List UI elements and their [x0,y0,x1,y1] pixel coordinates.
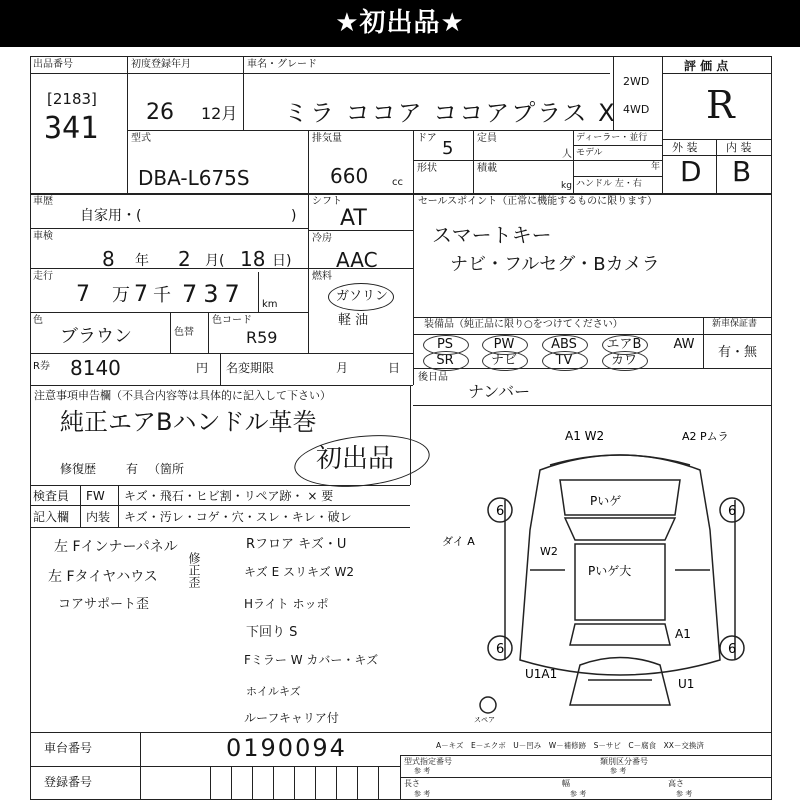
equipment-item: ナビ [490,353,517,368]
model-code-value: DBA-L675S [138,166,250,190]
lot-number-label: 出品番号 [33,59,73,70]
shift-value: AT [340,206,367,231]
name-change-day: 日 [388,361,401,375]
inspector-note-right-4: 下回り S [246,625,298,640]
rear-item-value: ナンバー [468,382,531,401]
color-swap-label: 色替 [174,327,194,338]
tire-fr-label: 6 [728,504,737,519]
shape-label: 形状 [417,163,437,174]
repair-location: （箇所 [148,462,185,476]
front-bumper [550,455,690,465]
shift-label: シフト [312,196,342,207]
usage-close: ) [291,208,297,224]
color-label: 色 [33,315,43,326]
sales-point-2-value: ナビ・フルセグ・Bカメラ [450,254,660,275]
repair-label: 修復歴 [60,462,97,476]
model-year-label: モデル [576,148,603,158]
equipment-circle [482,351,528,371]
usage-options: 自家用・( [80,208,142,224]
inspection-year-unit: 年 [135,253,149,269]
2wd-label: 2WD [623,75,650,88]
lot-number-value: 341 [44,111,99,146]
model-code-label: 型式 [131,133,151,144]
equipment-item: ABS [551,337,577,352]
diagram-front-right-label: A2 Pムラ [682,430,729,443]
rating-label: 評 価 点 [684,59,729,73]
reg-grid-divider [357,766,358,800]
color-code-label: 色コード [212,315,252,326]
reg-grid-divider [210,766,211,800]
equipment-item: カワ [610,353,637,368]
reg-grid-divider [378,766,379,800]
cooling-value: AAC [336,248,378,272]
chassis-number-label: 車台番号 [44,741,93,755]
inspector-note-right-1: Rフロア キズ・U [246,537,347,552]
year-unit: 年 [651,162,661,172]
doors-value: 5 [442,138,454,159]
load-label: 積載 [477,163,497,174]
width-label: 幅 [562,779,570,788]
doors-label: ドア [417,133,437,144]
car-name-label: 車名・グレード [247,59,317,70]
mileage-rest-value: 737 [182,280,246,308]
first-listing-value: 初出品 [316,444,395,474]
chassis-number-value: 0190094 [226,734,347,762]
registration-year-value: 26 [146,100,174,125]
equipment-item: SR [436,353,454,368]
km-unit: km [262,299,278,310]
entry-label: 記入欄 [33,510,70,524]
name-change-month: 月 [336,361,349,375]
mileage-sen-value: 7 [134,282,148,307]
diagram-roof-label: Pいゲ大 [588,564,632,578]
roof-outline [575,544,665,620]
inspector-note-left-2: 左 Fタイヤハウス [48,569,158,585]
exterior-grade-value: D [680,155,702,188]
warranty-options: 有・無 [718,345,758,360]
spare-label: スペア [474,716,495,724]
fuel-diesel: 軽 油 [338,313,369,328]
diagram-mid-label: W2 [540,545,558,558]
gasoline-circle [328,283,394,311]
damage-legend: A－キズ E－エクボ U－凹み W－補修跡 S－サビ C－腐食 XX－交換済 [436,741,704,750]
reg-grid-divider [273,766,274,800]
dealer-label: ディーラー・並行 [576,133,648,143]
repair-yes: 有 [126,462,139,476]
diagram-rear-right-label: A1 [675,627,691,641]
tire-fl-label: 6 [496,504,505,519]
inspector-label: 検査員 [33,489,70,503]
history-label: 車歴 [33,196,53,207]
first-registration-label: 初度登録年月 [131,59,191,70]
reference-label-2: 参 考 [610,767,627,775]
reference-label-3: 参 考 [414,790,431,798]
spare-tire [480,697,496,713]
equipment-circle [423,351,469,371]
exterior-label: 外 装 [672,141,698,154]
notes-title: 注意事項申告欄（不具合内容等は具体的に記入して下さい） [34,389,331,402]
interior-items: キズ・汚レ・コゲ・穴・スレ・キレ・破レ [124,510,352,524]
cc-unit: cc [392,177,403,188]
inspector-note-right-2: キズ E スリキズ W2 [244,565,355,579]
equipment-item: AW [673,337,695,352]
reference-label-4: 参 考 [570,790,587,798]
new-car-warranty-label: 新車保証書 [712,319,758,329]
yen-unit: 円 [196,361,209,375]
reg-grid-divider [252,766,253,800]
registration-number-label: 登録番号 [44,775,93,789]
inspection-month-unit: 月( [205,253,225,269]
inspector-note-right-5: Fミラー W カバー・キズ [244,653,379,667]
recycle-value: 8140 [70,356,121,380]
height-label: 高さ [668,779,684,788]
inspector-note-right-6: ホイルキズ [246,685,301,698]
windshield-outline [565,518,675,540]
fw-label: FW [86,489,105,503]
diagram-rear-low-label: U1 [678,677,695,691]
inspection-month-value: 2 [178,247,191,271]
notes-value: 純正エアBハンドル革巻 [60,408,317,436]
car-damage-diagram [442,420,770,740]
color-value: ブラウン [60,326,132,347]
mileage-label: 走行 [33,271,53,282]
cooling-label: 冷房 [312,233,332,244]
sales-point-label: セールスポイント（正常に機能するものに限ります） [418,196,658,207]
mileage-man-unit: 万 [112,285,130,306]
4wd-label: 4WD [623,103,650,116]
reg-grid-divider [294,766,295,800]
name-change-label: 名変期限 [226,361,275,375]
rating-value: R [706,83,735,127]
equipment-circle [602,351,648,371]
tire-rl-label: 6 [496,642,505,657]
diagram-rear-left-label: U1A1 [525,667,558,681]
interior-row-label: 内装 [86,510,111,524]
fuel-label: 燃料 [312,271,332,282]
inspector-note-left-1: 左 Fインナーパネル [54,539,178,555]
inspection-label: 車検 [33,231,53,242]
displacement-value: 660 [330,164,369,188]
fw-items: キズ・飛石・ヒビ割・リペア跡・ × 要 [124,489,334,503]
tire-rr-label: 6 [728,642,737,657]
sales-point-1-value: スマートキー [432,223,552,247]
interior-grade-value: B [732,155,752,188]
equipment-circle [542,351,588,371]
displacement-label: 排気量 [312,133,342,144]
category-label: 類別区分番号 [600,757,648,766]
reg-grid-divider [315,766,316,800]
reference-label-1: 参 考 [414,767,431,775]
inspection-year-value: 8 [102,247,115,271]
inspection-day-unit: 日) [272,253,292,269]
lot-bracket-value: [2183] [47,90,97,108]
inspection-day-value: 18 [240,247,266,271]
mileage-man-value: 7 [76,282,90,307]
length-label: 長さ [404,779,420,788]
registration-month-value: 12月 [201,104,238,123]
rear-window-outline [570,624,670,645]
mileage-sen-unit: 千 [153,285,171,306]
inspector-note-left-3: コアサポート歪 [58,597,150,612]
diagram-side-label: ダイ A [442,535,475,548]
interior-label: 内 装 [726,141,752,154]
reg-grid-divider [231,766,232,800]
car-name-value: ミラ ココア ココアプラス X [284,99,617,127]
diagram-hood-label: Pいゲ [590,494,622,508]
capacity-label: 定員 [477,133,497,144]
equipment-item: PS [436,337,454,352]
reference-label-5: 参 考 [676,790,693,798]
inspector-note-right-3: Hライト ホッポ [244,597,329,611]
person-unit: 人 [562,149,572,160]
equipment-item: エアB [606,337,642,352]
inspector-note-left-side: 修正歪 [187,552,201,588]
fuel-gasoline: ガソリン [336,289,389,304]
rear-view-outline [570,658,670,706]
handle-label: ハンドル 左・右 [576,179,642,189]
equipment-item: TV [555,353,573,368]
equipment-item: PW [493,337,515,352]
reg-grid-divider [336,766,337,800]
color-code-value: R59 [246,328,278,347]
first-listing-banner: ★初出品★ [0,0,800,47]
recycle-label: R券 [33,361,50,372]
diagram-front-label: A1 W2 [565,429,605,443]
kg-unit: kg [561,181,572,191]
inspector-note-right-7: ルーフキャリア付 [244,711,339,725]
rear-item-label: 後日品 [418,372,448,383]
equipment-label: 装備品（純正品に限り○をつけてください） [424,319,623,330]
model-spec-label: 型式指定番号 [404,757,452,766]
